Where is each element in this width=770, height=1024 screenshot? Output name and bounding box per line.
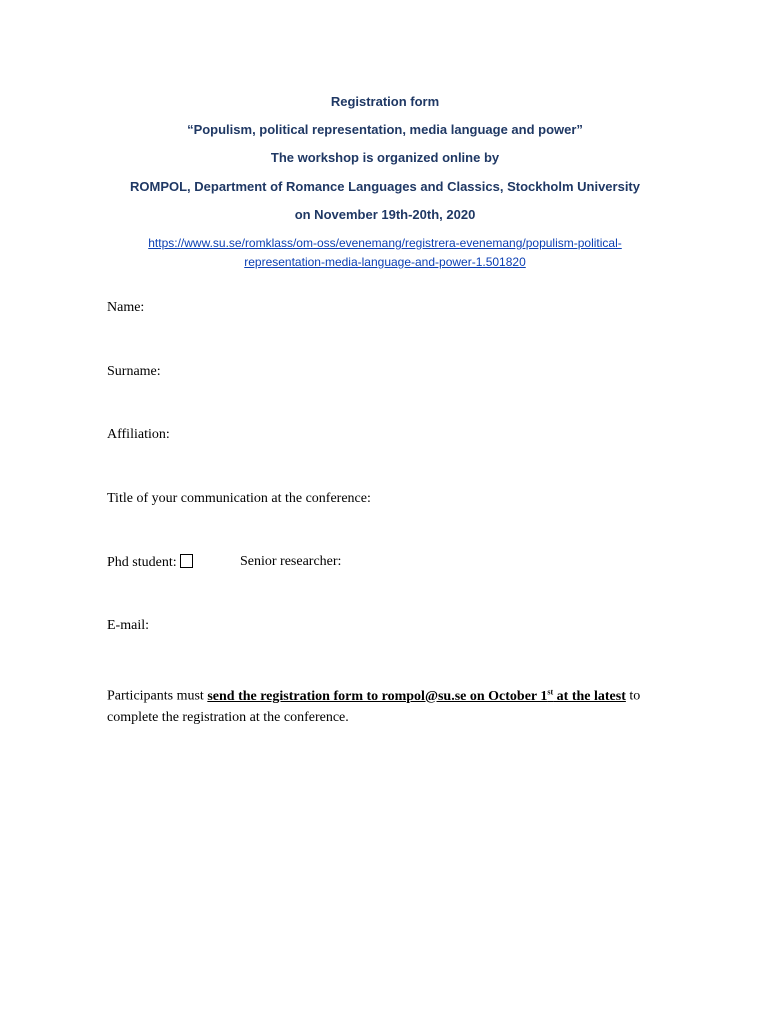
event-url-line1[interactable]: https://www.su.se/romklass/om-oss/evenemang/registrera-evenemang/populism-political- <box>148 236 622 250</box>
event-title: “Populism, political representation, media language and power” <box>187 122 583 137</box>
submission-note <box>107 681 667 728</box>
organized-line: The workshop is organized online by <box>270 150 500 165</box>
event-dates: on November 19th-20th, 2020 <box>294 207 476 222</box>
note-prefix: Participants must <box>107 688 208 704</box>
note-emphasis <box>207 689 626 704</box>
form-title: Registration form <box>330 94 440 109</box>
organizer-line: ROMPOL, Department of Romance Languages and Classics, Stockholm University <box>129 179 640 194</box>
note-suffix: to complete the registration at the conference. <box>107 688 641 725</box>
phd-student-checkbox[interactable] <box>180 554 193 568</box>
phd-student-option <box>107 554 193 571</box>
event-url-link[interactable] <box>0 234 770 272</box>
surname-label: Surname: <box>107 364 161 379</box>
note-emphasis-tail: at the latest <box>553 688 626 704</box>
email-label: E-mail: <box>107 618 149 633</box>
senior-researcher-label: Senior researcher: <box>240 554 342 569</box>
name-label: Name: <box>107 300 145 315</box>
event-url-line2[interactable]: representation-media-language-and-power-1.501820 <box>244 255 526 269</box>
affiliation-label: Affiliation: <box>107 427 170 442</box>
note-emphasis-sup: st <box>547 687 554 696</box>
phd-student-label: Phd student: <box>107 555 177 570</box>
communication-title-label: Title of your communication at the conference: <box>107 491 371 506</box>
note-emphasis-text: send the registration form to rompol@su.se on October 1 <box>207 688 548 704</box>
